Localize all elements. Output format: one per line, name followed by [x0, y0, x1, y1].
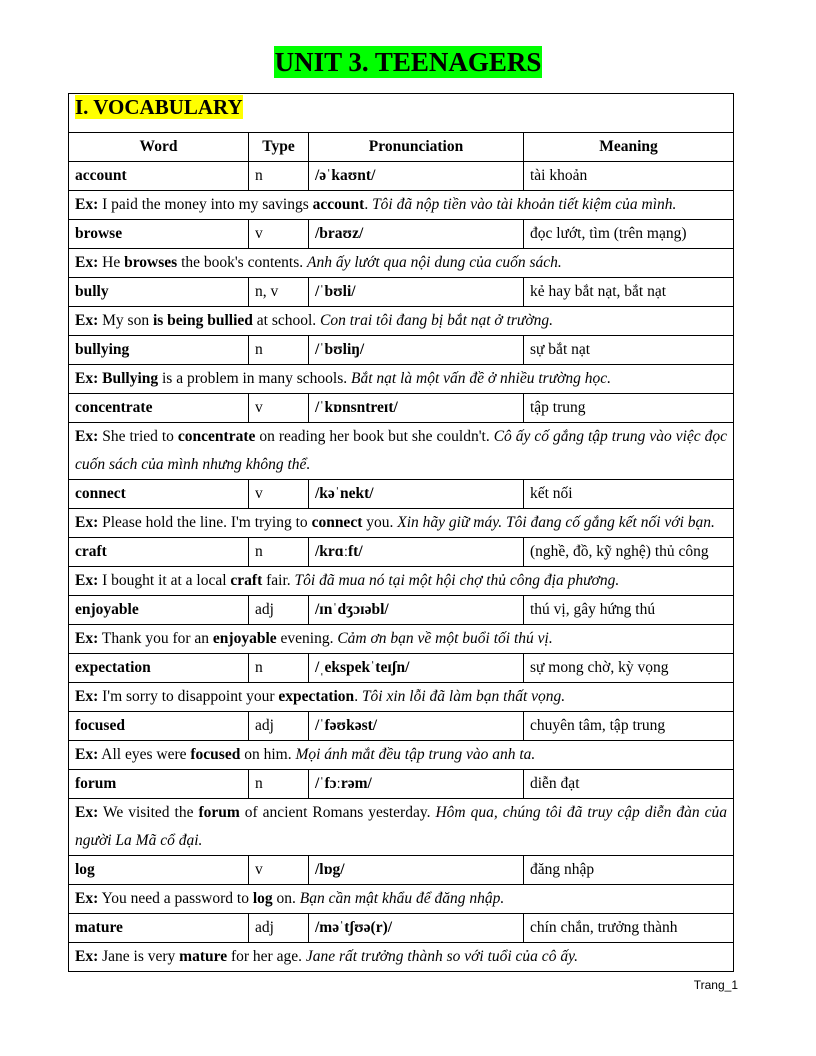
type-cell: n [249, 162, 309, 191]
meaning-cell: diễn đạt [524, 770, 734, 799]
vocab-row [69, 712, 734, 741]
pronunciation-cell: /məˈtʃʊə(r)/ [309, 914, 524, 943]
type-cell: n [249, 538, 309, 567]
meaning-cell: (nghề, đồ, kỹ nghệ) thủ công [524, 538, 734, 567]
example-row [69, 943, 734, 972]
example-label: Ex: [75, 688, 99, 705]
pronunciation-cell: /ˈkɒnsntreɪt/ [309, 394, 524, 423]
meaning-cell: tập trung [524, 394, 734, 423]
section-heading: I. VOCABULARY [75, 95, 243, 119]
vocab-row [69, 538, 734, 567]
meaning-cell: chín chắn, trưởng thành [524, 914, 734, 943]
pronunciation-cell: /ˌekspekˈteɪʃn/ [309, 654, 524, 683]
type-cell: v [249, 856, 309, 885]
example-row [69, 365, 734, 394]
vocab-row [69, 480, 734, 509]
vocab-row [69, 336, 734, 365]
meaning-cell: chuyên tâm, tập trung [524, 712, 734, 741]
example-cell [69, 423, 734, 480]
pronunciation-cell: /ˈbʊliŋ/ [309, 336, 524, 365]
example-cell [69, 683, 734, 712]
example-text: fair. [262, 572, 295, 589]
pronunciation-cell: /ɪnˈdʒɔɪəbl/ [309, 596, 524, 625]
pronunciation-cell: /əˈkaʊnt/ [309, 162, 524, 191]
example-translation: Jane rất trưởng thành so với tuổi của cô ấy. [305, 948, 578, 965]
word-cell: browse [69, 220, 249, 249]
example-translation: Cô ấy cố gắng tập trung vào việc đọc cuốn sách của mình nhưng không thể. [75, 428, 728, 473]
vocab-row [69, 162, 734, 191]
header-type: Type [249, 133, 309, 162]
example-keyword: account [312, 196, 365, 213]
example-translation: Bạn cần mật khẩu để đăng nhập. [299, 890, 505, 907]
example-row [69, 567, 734, 596]
word-cell: account [69, 162, 249, 191]
example-keyword: mature [179, 948, 228, 965]
vocab-row [69, 596, 734, 625]
meaning-cell: kẻ hay bắt nạt, bắt nạt [524, 278, 734, 307]
example-label: Ex: [75, 514, 99, 531]
example-row [69, 683, 734, 712]
example-label: Ex: [75, 370, 99, 387]
example-text: I'm sorry to disappoint your [102, 688, 279, 705]
example-row [69, 799, 734, 856]
example-translation: Xin hãy giữ máy. Tôi đang cố gắng kết nối với bạn. [397, 514, 715, 531]
example-text: You need a password to [101, 890, 253, 907]
word-cell: log [69, 856, 249, 885]
example-text: All eyes were [101, 746, 191, 763]
example-cell [69, 741, 734, 770]
example-translation: Tôi xin lỗi đã làm bạn thất vọng. [361, 688, 566, 705]
type-cell: n [249, 654, 309, 683]
vocab-row [69, 856, 734, 885]
example-text: evening. [276, 630, 338, 647]
example-row [69, 191, 734, 220]
example-cell [69, 943, 734, 972]
example-label: Ex: [75, 312, 99, 329]
example-text: . [364, 196, 373, 213]
meaning-cell: sự mong chờ, kỳ vọng [524, 654, 734, 683]
example-translation: Bắt nạt là một vấn đề ở nhiều trường học. [351, 370, 612, 387]
word-cell: bullying [69, 336, 249, 365]
meaning-cell: tài khoản [524, 162, 734, 191]
pronunciation-cell: /kəˈnekt/ [309, 480, 524, 509]
vocab-row [69, 654, 734, 683]
type-cell: adj [249, 596, 309, 625]
example-cell [69, 365, 734, 394]
example-translation: Hôm qua, chúng tôi đã truy cập diễn đàn của người La Mã cổ đại. [75, 804, 728, 849]
word-cell: forum [69, 770, 249, 799]
example-row [69, 423, 734, 480]
meaning-cell: kết nối [524, 480, 734, 509]
example-cell [69, 885, 734, 914]
example-text: on reading her book but she couldn't. [255, 428, 494, 445]
example-row [69, 741, 734, 770]
word-cell: connect [69, 480, 249, 509]
pronunciation-cell: /ˈfəʊkəst/ [309, 712, 524, 741]
meaning-cell: đăng nhập [524, 856, 734, 885]
example-text: Please hold the line. I'm trying to [102, 514, 312, 531]
vocabulary-table-body [69, 94, 734, 972]
example-keyword: expectation [278, 688, 355, 705]
example-keyword: enjoyable [212, 630, 277, 647]
type-cell: adj [249, 914, 309, 943]
type-cell: n [249, 336, 309, 365]
pronunciation-cell: /ˈbʊli/ [309, 278, 524, 307]
example-text: on. [272, 890, 300, 907]
example-text: for her age. [227, 948, 306, 965]
example-text: She tried to [102, 428, 178, 445]
vocab-row [69, 278, 734, 307]
type-cell: adj [249, 712, 309, 741]
example-row [69, 307, 734, 336]
header-row [69, 133, 734, 162]
example-keyword: browses [124, 254, 178, 271]
example-keyword: craft [230, 572, 263, 589]
page-title: UNIT 3. TEENAGERS [274, 47, 542, 77]
example-text: He [102, 254, 125, 271]
vocabulary-table [68, 93, 734, 972]
meaning-cell: sự bắt nạt [524, 336, 734, 365]
example-keyword: connect [311, 514, 363, 531]
example-label: Ex: [75, 746, 99, 763]
type-cell: v [249, 220, 309, 249]
example-cell [69, 625, 734, 654]
word-cell: expectation [69, 654, 249, 683]
example-keyword: log [252, 890, 273, 907]
example-text: We visited the [102, 804, 199, 821]
example-cell [69, 307, 734, 336]
section-row [69, 94, 734, 133]
vocab-row [69, 220, 734, 249]
word-cell: enjoyable [69, 596, 249, 625]
word-cell: concentrate [69, 394, 249, 423]
example-translation: Anh ấy lướt qua nội dung của cuốn sách. [306, 254, 562, 271]
example-text: Jane is very [102, 948, 180, 965]
example-translation: Con trai tôi đang bị bắt nạt ở trường. [320, 312, 554, 329]
example-cell [69, 509, 734, 538]
section-cell [69, 94, 734, 133]
example-text: you. [362, 514, 398, 531]
example-translation: Mọi ánh mắt đều tập trung vào anh ta. [295, 746, 536, 763]
example-cell [69, 567, 734, 596]
example-label: Ex: [75, 572, 99, 589]
pronunciation-cell: /ˈfɔːrəm/ [309, 770, 524, 799]
example-row [69, 249, 734, 278]
example-row [69, 625, 734, 654]
example-text: of ancient Romans yesterday. [239, 804, 436, 821]
type-cell: v [249, 480, 309, 509]
example-cell [69, 249, 734, 278]
type-cell: v [249, 394, 309, 423]
meaning-cell: đọc lướt, tìm (trên mạng) [524, 220, 734, 249]
example-row [69, 509, 734, 538]
word-cell: focused [69, 712, 249, 741]
example-text: I paid the money into my savings [102, 196, 313, 213]
page-number: Trang_1 [693, 978, 738, 992]
example-label: Ex: [75, 630, 99, 647]
example-translation: Tôi đã nộp tiền vào tài khoản tiết kiệm của mình. [372, 196, 677, 213]
example-label: Ex: [75, 196, 99, 213]
example-text: Thank you for an [101, 630, 213, 647]
example-text: at school. [252, 312, 321, 329]
header-pronunciation: Pronunciation [309, 133, 524, 162]
example-label: Ex: [75, 890, 99, 907]
header-meaning: Meaning [524, 133, 734, 162]
example-keyword: is being bullied [152, 312, 253, 329]
type-cell: n, v [249, 278, 309, 307]
example-label: Ex: [75, 428, 99, 445]
example-translation: Cảm ơn bạn về một buổi tối thú vị. [337, 630, 553, 647]
word-cell: craft [69, 538, 249, 567]
word-cell: bully [69, 278, 249, 307]
example-keyword: concentrate [177, 428, 256, 445]
vocab-row [69, 394, 734, 423]
example-cell [69, 799, 734, 856]
example-keyword: forum [198, 804, 240, 821]
example-text: My son [102, 312, 153, 329]
pronunciation-cell: /lɒg/ [309, 856, 524, 885]
vocab-row [69, 914, 734, 943]
type-cell: n [249, 770, 309, 799]
example-label: Ex: [75, 804, 99, 821]
pronunciation-cell: /krɑːft/ [309, 538, 524, 567]
example-keyword: focused [190, 746, 241, 763]
header-word: Word [69, 133, 249, 162]
example-keyword: Bullying [102, 370, 159, 387]
meaning-cell: thú vị, gây hứng thú [524, 596, 734, 625]
example-text: . [354, 688, 362, 705]
example-label: Ex: [75, 948, 99, 965]
example-row [69, 885, 734, 914]
example-cell [69, 191, 734, 220]
example-text: on him. [240, 746, 296, 763]
title-container [0, 46, 816, 78]
word-cell: mature [69, 914, 249, 943]
example-translation: Tôi đã mua nó tại một hội chợ thủ công địa phương. [294, 572, 620, 589]
example-text: I bought it at a local [102, 572, 231, 589]
vocab-row [69, 770, 734, 799]
example-text: is a problem in many schools. [158, 370, 351, 387]
pronunciation-cell: /braʊz/ [309, 220, 524, 249]
example-label: Ex: [75, 254, 99, 271]
example-text: the book's contents. [177, 254, 307, 271]
